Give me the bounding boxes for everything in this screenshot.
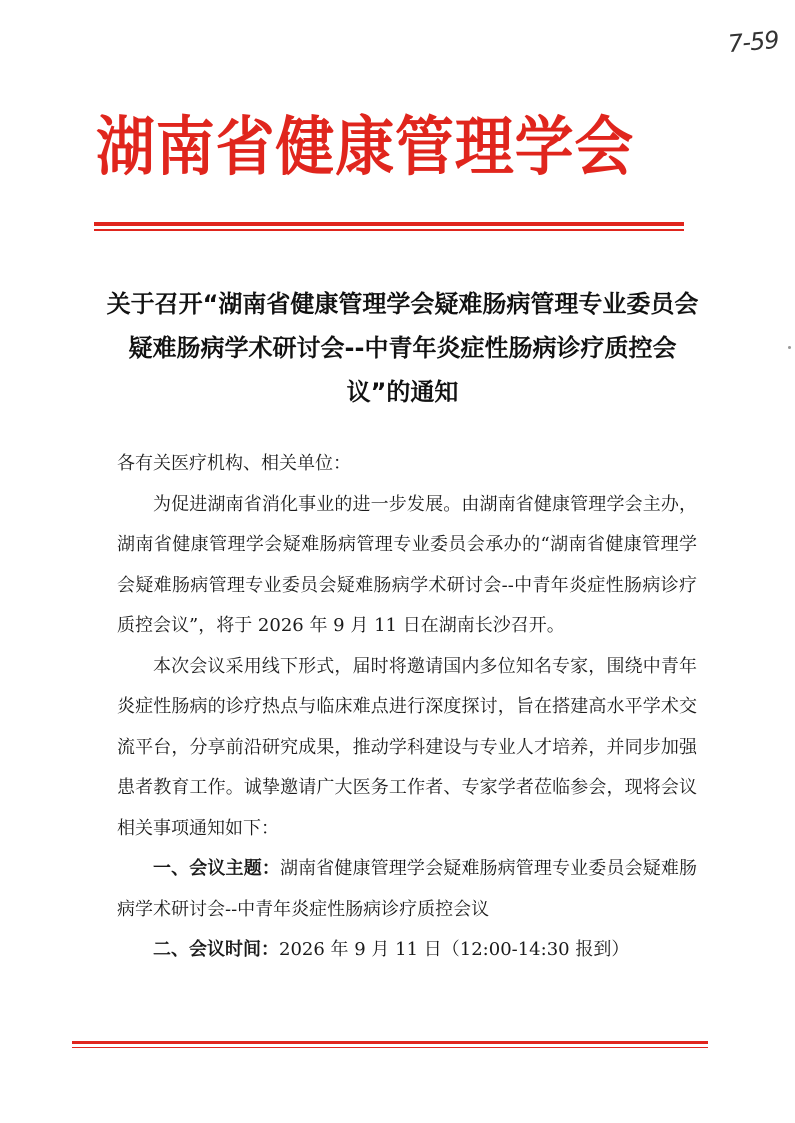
item-meeting-theme-text: 湖南省健康管理学会疑难肠病管理专业委员会疑难肠病学术研讨会--中青年炎症性肠病诊疗质控会议 [117,858,698,920]
footer-divider [72,1041,708,1044]
letterhead-divider-thin [94,229,684,231]
paragraph-intro: 为促进湖南省消化事业的进一步发展。由湖南省健康管理学会主办，湖南省健康管理学会疑难肠病管理专业委员会承办的“湖南省健康管理学会疑难肠病管理专业委员会疑难肠病学术研讨会--中青年炎症性肠病诊疗质控会议”，将于 2026 年 9 月 11 日在湖南长沙召开。 [117,493,697,636]
item-meeting-time-text: 2026 年 9 月 11 日（12:00-14:30 报到） [279,939,630,960]
scan-speck [788,346,791,349]
letterhead-org-name: 湖南省健康管理学会 [96,110,635,185]
letterhead-divider [94,222,684,226]
item-meeting-theme-label: 一、会议主题： [153,858,280,879]
item-meeting-time-label: 二、会议时间： [153,939,279,960]
item-meeting-time [117,930,697,971]
footer-divider-thin [72,1047,708,1048]
paragraph-meeting-format: 本次会议采用线下形式，届时将邀请国内多位知名专家，围绕中青年炎症性肠病的诊疗热点与临床难点进行深度探讨，旨在搭建高水平学术交流平台，分享前沿研究成果，推动学科建设与专业人才培养，并同步加强患者教育工作。诚挚邀请广大医务工作者、专家学者莅临参会，现将会议相关事项通知如下： [117,655,697,839]
handwritten-page-number: 7-59 [726,25,780,59]
salutation: 各有关医疗机构、相关单位： [117,453,351,474]
item-meeting-theme [117,849,697,930]
notice-title: 关于召开“湖南省健康管理学会疑难肠病管理专业委员会疑难肠病学术研讨会--中青年炎症性肠病诊疗质控会议”的通知 [106,290,699,406]
notice-body [117,444,697,971]
